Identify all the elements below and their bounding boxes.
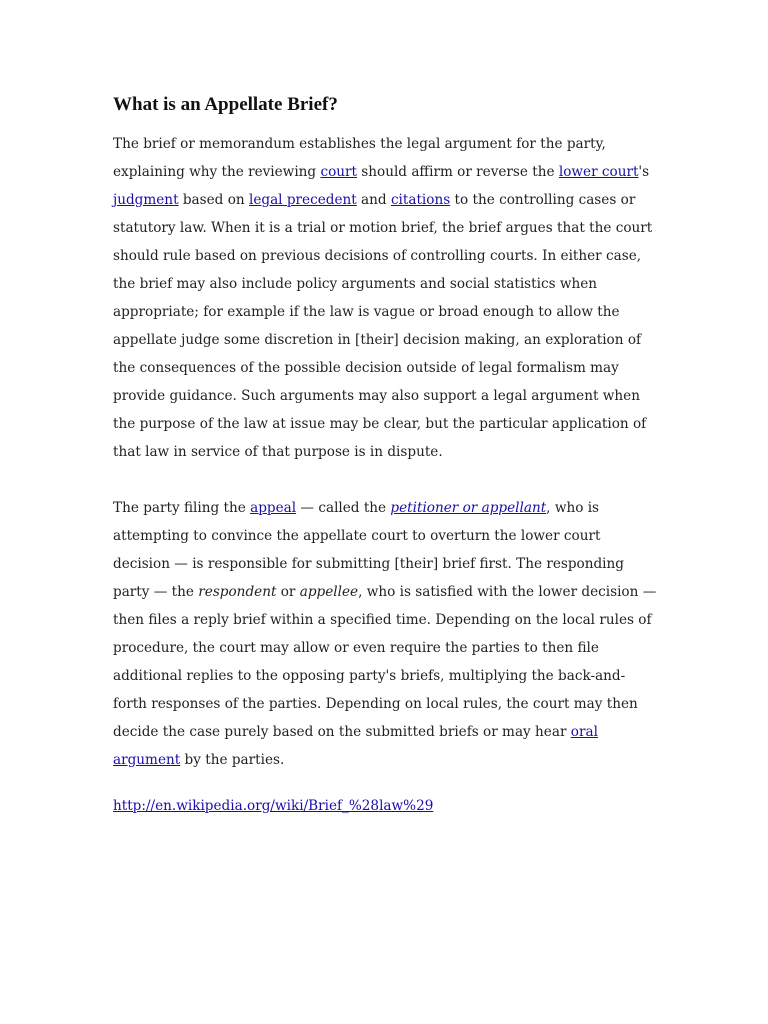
link-petitioner-or-appellant[interactable]: petitioner or appellant (390, 500, 547, 516)
term-respondent: respondent (198, 584, 277, 600)
source-paragraph (113, 792, 658, 820)
document-page (113, 92, 658, 820)
link-judgment[interactable]: judgment (113, 192, 179, 208)
link-appeal[interactable]: appeal (250, 500, 297, 516)
text-span: or (276, 584, 300, 600)
text-span: to the controlling cases or statutory law. When it is a trial or motion brief, the brief argues that the court should rule based on previous decisions of controlling courts. In either case, the brief may also include policy arguments and social statistics when appropriate; for example if the law is vague or broad enough to allow the appellate judge some discretion in [their] decision making, an exploration of the consequences of the possible decision outside of legal formalism may provide guidance. Such arguments may also support a legal argument when the purpose of the law at issue may be clear, but the particular application of that law in service of that purpose is in dispute. (113, 192, 653, 460)
text-span: , who is satisfied with the lower decision — then files a reply brief within a specified time. Depending on the local rules of procedure, the court may allow or even require the parties to then file additional replies to the opposing party's briefs, multiplying the back-and-forth responses of the parties. Depending on local rules, the court may then decide the case purely based on the submitted briefs or may hear (113, 584, 657, 740)
text-span: — called the (296, 500, 391, 516)
link-legal-precedent[interactable]: legal precedent (248, 192, 357, 208)
text-span: 's (638, 164, 650, 180)
paragraph-1 (113, 130, 658, 466)
link-lower-court[interactable]: lower court (558, 164, 639, 180)
link-citations[interactable]: citations (390, 192, 451, 208)
source-link[interactable]: http://en.wikipedia.org/wiki/Brief_%28law%29 (113, 798, 434, 814)
text-span: should affirm or reverse the (356, 164, 559, 180)
text-span: The party filing the (113, 500, 251, 516)
text-span: by the parties. (180, 752, 285, 768)
link-court[interactable]: court (320, 164, 357, 180)
text-span: The brief or memorandum establishes the legal argument for the party, explaining why the reviewing (113, 136, 606, 180)
page-title: What is an Appellate Brief? (113, 94, 338, 115)
text-span: , who is attempting to convince the appellate court to overturn the lower court decision — is responsible for submitting [their] brief first. The responding party — the (113, 500, 624, 600)
text-span: and (356, 192, 391, 208)
term-appellee: appellee (299, 584, 359, 600)
text-span: based on (178, 192, 249, 208)
paragraph-2 (113, 494, 658, 774)
link-oral-argument[interactable]: oral argument (113, 724, 598, 768)
